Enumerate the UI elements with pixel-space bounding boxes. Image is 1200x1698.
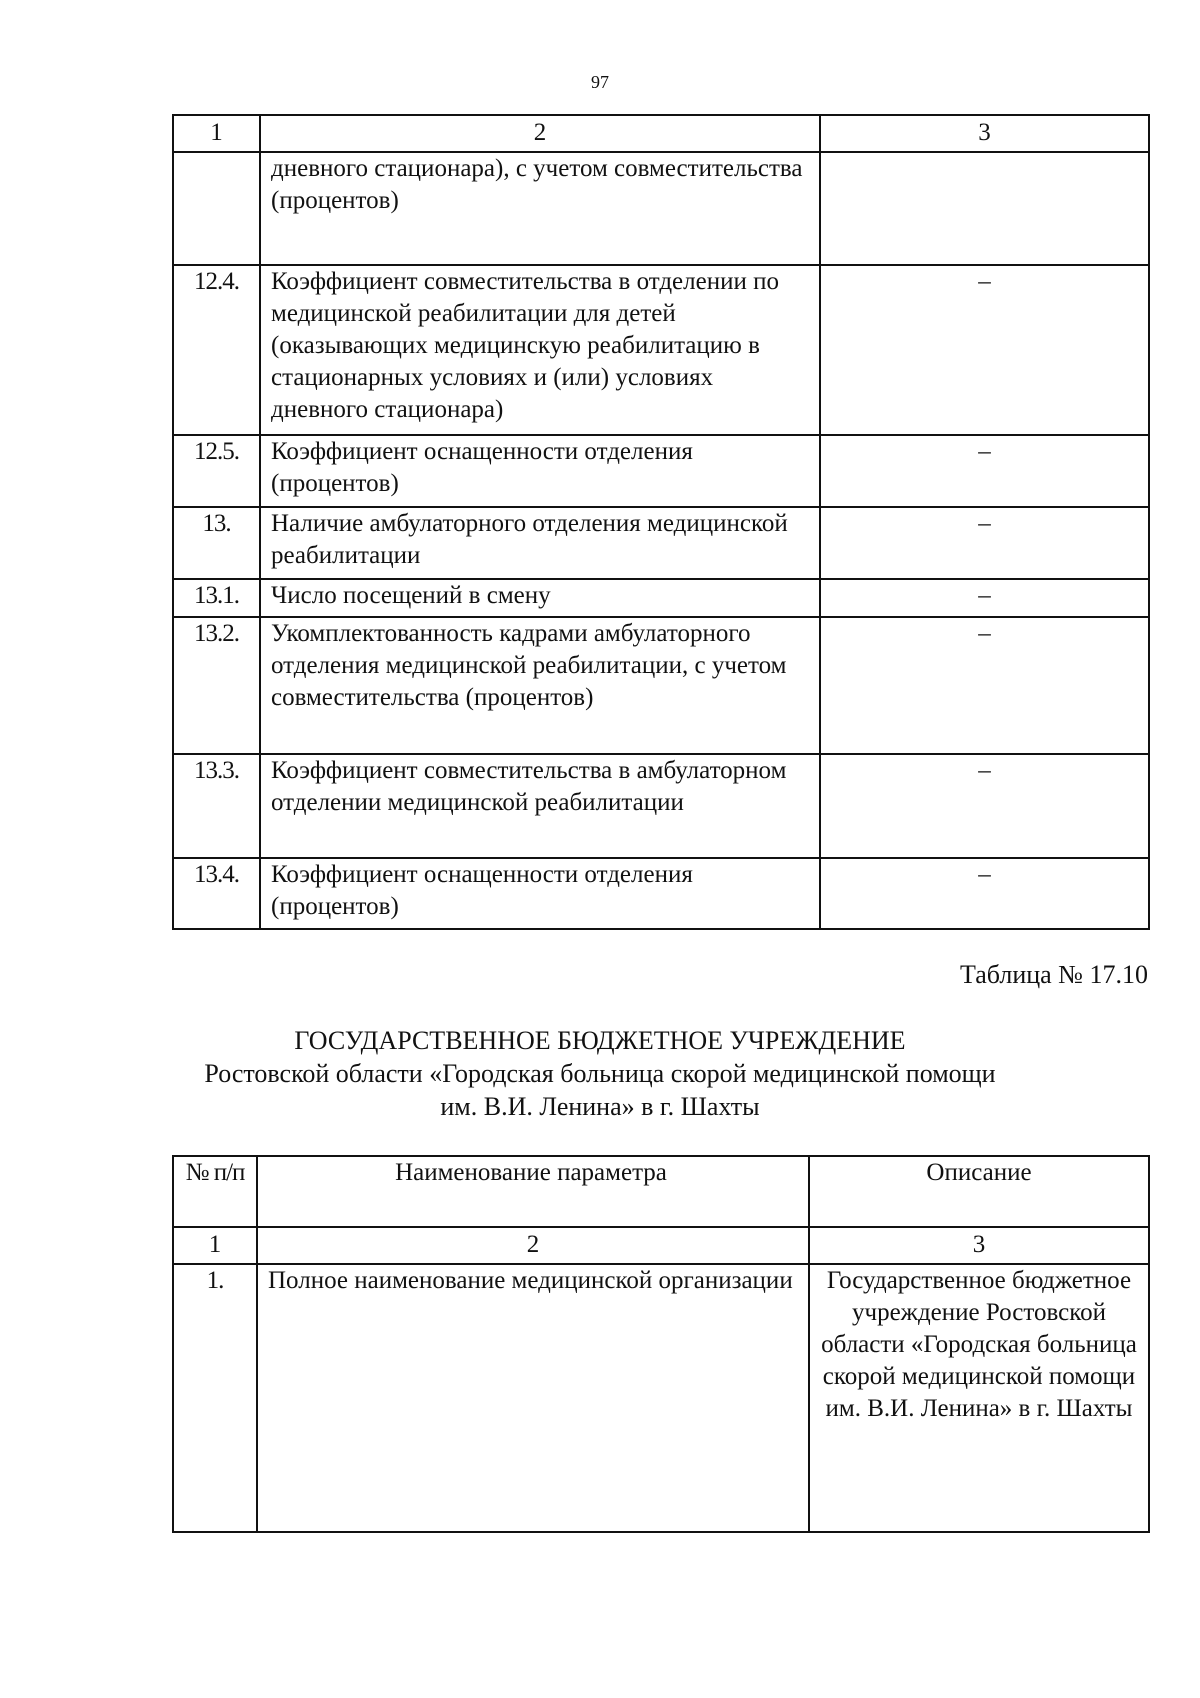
row-number: 1. [173,1264,257,1532]
table-header-row [173,1156,1149,1227]
header-number: № п/п [173,1156,257,1227]
row-parameter: Коэффициент оснащенности отделения (процентов) [260,435,820,507]
row-value: – [820,265,1149,435]
row-value: – [820,579,1149,617]
organization-table [172,1155,1150,1533]
table-row [173,858,1149,929]
row-value [820,152,1149,265]
organization-heading-line-2: Ростовской области «Городская больница скорой медицинской помощи [204,1059,996,1088]
row-value: – [820,435,1149,507]
organization-heading-line-3: им. В.И. Ленина» в г. Шахты [440,1092,760,1121]
column-number-3: 3 [809,1227,1149,1264]
row-number: 13.3. [173,754,260,858]
page-number: 97 [591,72,609,92]
row-parameter: дневного стационара), с учетом совместительства (процентов) [260,152,820,265]
row-parameter: Наличие амбулаторного отделения медицинской реабилитации [260,507,820,579]
table-row [173,754,1149,858]
row-parameter: Коэффициент совместительства в отделении по медицинской реабилитации для детей (оказывающих медицинскую реабилитацию в стационарных условиях и (или) условиях дневного стационара) [260,265,820,435]
row-number: 13.4. [173,858,260,929]
column-number-2: 2 [257,1227,809,1264]
organization-heading [0,1024,1200,1123]
row-value: – [820,617,1149,754]
row-number: 12.4. [173,265,260,435]
column-number-3: 3 [820,115,1149,152]
row-number: 12.5. [173,435,260,507]
table-row [173,507,1149,579]
column-number-1: 1 [173,115,260,152]
table-row [173,1264,1149,1532]
header-description: Описание [809,1156,1149,1227]
row-number: 13.1. [173,579,260,617]
row-value: – [820,754,1149,858]
row-value: – [820,858,1149,929]
column-number-row [173,115,1149,152]
column-number-1: 1 [173,1227,257,1264]
row-number [173,152,260,265]
row-parameter: Укомплектованность кадрами амбулаторного отделения медицинской реабилитации, с учетом совместительства (процентов) [260,617,820,754]
row-description: Государственное бюджетное учреждение Ростовской области «Городская больница скорой медицинской помощи им. В.И. Ленина» в г. Шахты [809,1264,1149,1532]
column-number-row [173,1227,1149,1264]
row-parameter: Коэффициент оснащенности отделения (процентов) [260,858,820,929]
row-number: 13. [173,507,260,579]
row-parameter: Полное наименование медицинской организации [257,1264,809,1532]
table-row [173,265,1149,435]
organization-heading-line-1: ГОСУДАРСТВЕННОЕ БЮДЖЕТНОЕ УЧРЕЖДЕНИЕ [294,1026,906,1055]
header-parameter-name: Наименование параметра [257,1156,809,1227]
row-number: 13.2. [173,617,260,754]
row-value: – [820,507,1149,579]
row-parameter: Коэффициент совместительства в амбулаторном отделении медицинской реабилитации [260,754,820,858]
table-row [173,152,1149,265]
column-number-2: 2 [260,115,820,152]
table-caption: Таблица № 17.10 [959,960,1148,989]
table-row [173,617,1149,754]
table-row [173,435,1149,507]
table-row [173,579,1149,617]
parameters-table-continued [172,114,1150,930]
row-parameter: Число посещений в смену [260,579,820,617]
